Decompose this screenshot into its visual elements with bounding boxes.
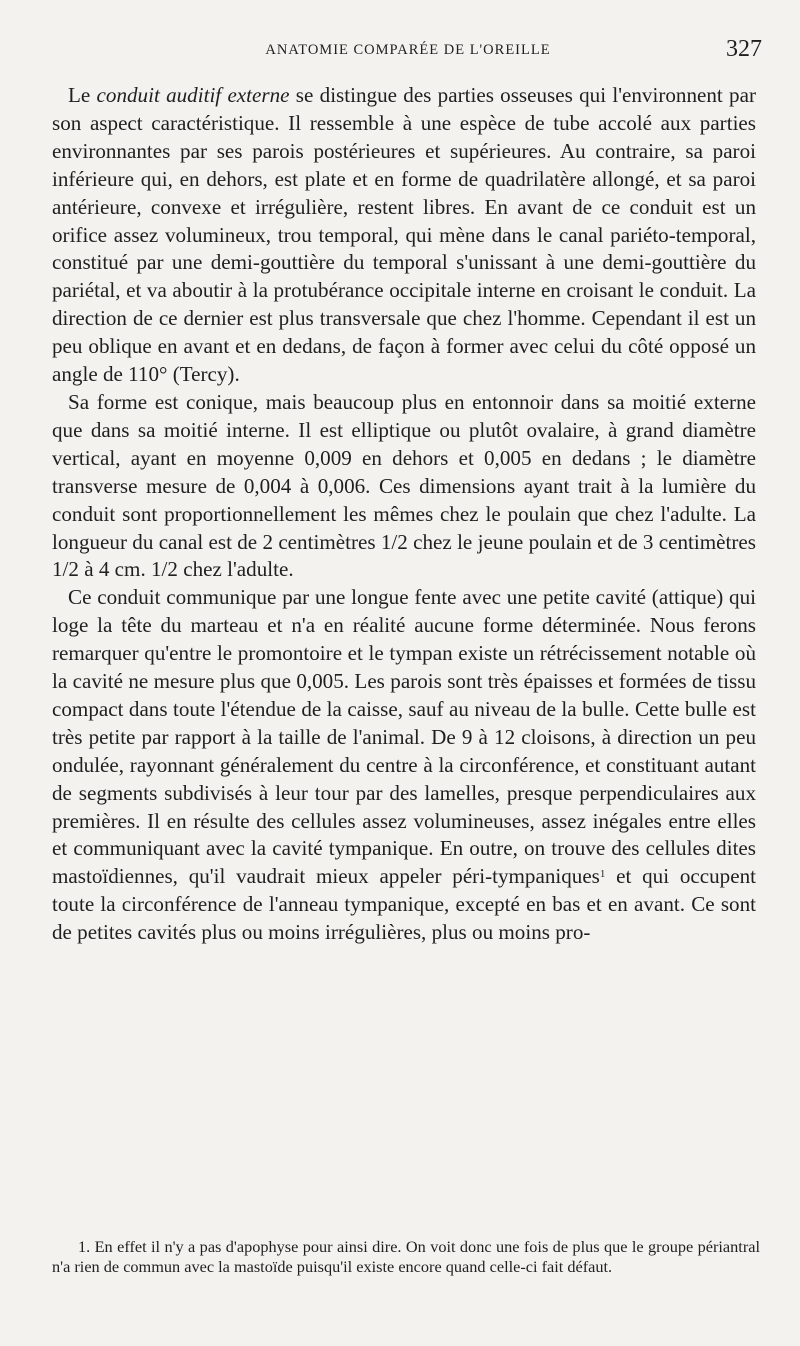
footnote bbox=[52, 1237, 760, 1277]
body-text bbox=[52, 82, 756, 947]
paragraph-3-continuation: et qui occupent toute la circonférence de l'anneau tympanique, excepté en bas et en avant. Ce sont de petites cavités plus ou moins irrégulières, plus ou moins pro- bbox=[52, 864, 756, 945]
page-number: 327 bbox=[726, 36, 762, 62]
paragraph-3 bbox=[52, 584, 756, 947]
footnote-reference: 1 bbox=[599, 868, 606, 881]
paragraph-1-text: se distingue des parties osseuses qui l'environnent par son aspect caractéristique. Il ressemble à une espèce de tube accolé aux parties environnantes par ses parois postérieures et supérieures. Au contraire, sa paroi inférieure qui, en dehors, est plate et en forme de quadrilatère allongé, et sa paroi antérieure, convexe et irrégulière, restent libres. En avant de ce conduit est un orifice assez volumineux, trou temporal, qui mène dans le canal pariéto-temporal, constitué par une demi-gouttière du temporal s'unissant à une demi-gouttière du pariétal, et va aboutir à la protubérance occipitale interne en croisant le conduit. La direction de ce dernier est plus transversale que chez l'homme. Cependant il est un peu oblique en avant et en dedans, de façon à former avec celui du côté opposé un angle de 110° (Tercy). bbox=[52, 83, 756, 387]
paragraph-1-emphasis: conduit auditif externe bbox=[96, 83, 290, 107]
paragraph-1 bbox=[52, 82, 756, 389]
paragraph-1-lead: Le bbox=[68, 83, 97, 107]
footnote-text: 1. En effet il n'y a pas d'apophyse pour ainsi dire. On voit donc une fois de plus que le groupe périantral n'a rien de commun avec la mastoïde puisqu'il existe encore quand celle-ci fait défaut. bbox=[52, 1237, 760, 1276]
paragraph-2: Sa forme est conique, mais beaucoup plus en entonnoir dans sa moitié externe que dans sa moitié interne. Il est elliptique ou plutôt ovalaire, à grand diamètre vertical, ayant en moyenne 0,009 en dehors et 0,005 en dedans ; le diamètre transverse mesure de 0,004 à 0,006. Ces dimensions ayant trait à la lumière du conduit sont proportionnellement les mêmes chez le poulain que chez l'adulte. La longueur du canal est de 2 centimètres 1/2 chez le jeune poulain et de 3 centimètres 1/2 à 4 cm. 1/2 chez l'adulte. bbox=[52, 389, 756, 582]
running-title: ANATOMIE COMPARÉE DE L'OREILLE bbox=[265, 42, 551, 58]
running-head bbox=[58, 36, 762, 66]
paragraph-3-text: Ce conduit communique par une longue fente avec une petite cavité (attique) qui loge la tête du marteau et n'a en réalité aucune forme déterminée. Nous ferons remarquer qu'entre le promontoire et le tympan existe un rétrécissement notable où la cavité ne mesure plus que 0,005. Les parois sont très épaisses et formées de tissu compact dans toute l'étendue de la caisse, sauf au niveau de la bulle. Cette bulle est très petite par rapport à la taille de l'animal. De 9 à 12 cloisons, à direction un peu ondulée, rayonnant généralement du centre à la circonférence, et constituant autant de segments subdivisés à leur tour par des lamelles, presque perpendiculaires aux premières. Il en résulte des cellules assez volumineuses, assez inégales entre elles et communiquant avec la cavité tympanique. En outre, on trouve des cellules dites mastoïdiennes, qu'il vaudrait mieux appeler péri-tympaniques bbox=[52, 585, 756, 889]
